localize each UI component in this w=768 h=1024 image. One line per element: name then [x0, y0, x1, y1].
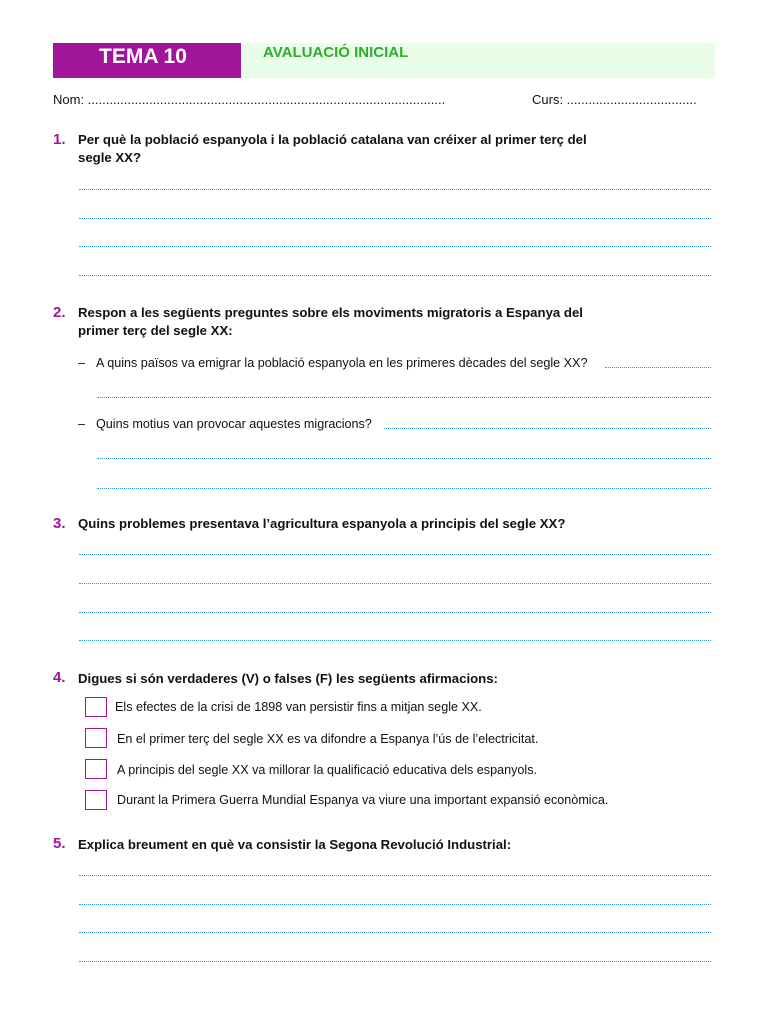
answer-line[interactable] [97, 458, 711, 459]
subquestion-dash: – [78, 417, 86, 431]
true-false-checkbox[interactable] [85, 790, 107, 810]
subquestion-2a [78, 356, 587, 370]
page-title: AVALUACIÓ INICIAL [263, 44, 409, 61]
question-2-number: 2. [53, 304, 66, 321]
true-false-checkbox[interactable] [85, 728, 107, 748]
subquestion-2b-text: Quins motius van provocar aquestes migracions? [96, 417, 372, 431]
statement-3: A principis del segle XX va millorar la qualificació educativa dels espanyols. [117, 763, 538, 777]
statement-4: Durant la Primera Guerra Mundial Espanya va viure una important expansió econòmica. [117, 793, 609, 807]
true-false-checkbox[interactable] [85, 759, 107, 779]
question-2-line-2: primer terç del segle XX: [78, 323, 233, 338]
question-3-text: Quins problemes presentava l’agricultura espanyola a principis del segle XX? [78, 516, 566, 531]
question-5-text: Explica breument en què va consistir la Segona Revolució Industrial: [78, 837, 512, 852]
answer-line[interactable] [79, 246, 711, 247]
answer-line[interactable] [79, 612, 711, 613]
answer-line[interactable] [79, 275, 711, 276]
subquestion-dash: – [78, 356, 86, 370]
statement-2: En el primer terç del segle XX es va difondre a Espanya l’ús de l’electricitat. [117, 732, 539, 746]
question-1-number: 1. [53, 131, 66, 148]
answer-line[interactable] [79, 640, 711, 641]
answer-line[interactable] [79, 554, 711, 555]
question-1-line-1: Per què la població espanyola i la població catalana van créixer al primer terç del [78, 132, 587, 147]
subquestion-2b [78, 417, 372, 431]
course-field[interactable]: Curs: .................................... [532, 92, 697, 107]
name-field[interactable]: Nom: ................................................................................................... [53, 92, 446, 107]
answer-line[interactable] [79, 875, 711, 876]
answer-line[interactable] [79, 932, 711, 933]
question-4-text: Digues si són verdaderes (V) o falses (F) les següents afirmacions: [78, 671, 498, 686]
question-1-line-2: segle XX? [78, 150, 142, 165]
answer-line[interactable] [605, 367, 711, 368]
answer-line[interactable] [79, 189, 711, 190]
question-5-number: 5. [53, 835, 66, 852]
answer-line[interactable] [97, 397, 711, 398]
question-2-text [78, 304, 623, 340]
subquestion-2a-text: A quins països va emigrar la població espanyola en les primeres dècades del segle XX? [96, 356, 588, 370]
question-3-number: 3. [53, 515, 66, 532]
answer-line[interactable] [97, 488, 711, 489]
answer-line[interactable] [384, 428, 711, 429]
answer-line[interactable] [79, 583, 711, 584]
statement-1: Els efectes de la crisi de 1898 van persistir fins a mitjan segle XX. [115, 700, 482, 714]
tema-label: TEMA 10 [53, 43, 241, 78]
answer-line[interactable] [79, 961, 711, 962]
question-1-text [78, 131, 623, 167]
answer-line[interactable] [79, 904, 711, 905]
answer-line[interactable] [79, 218, 711, 219]
question-4-number: 4. [53, 669, 66, 686]
true-false-checkbox[interactable] [85, 697, 107, 717]
question-2-line-1: Respon a les següents preguntes sobre els moviments migratoris a Espanya del [78, 305, 583, 320]
